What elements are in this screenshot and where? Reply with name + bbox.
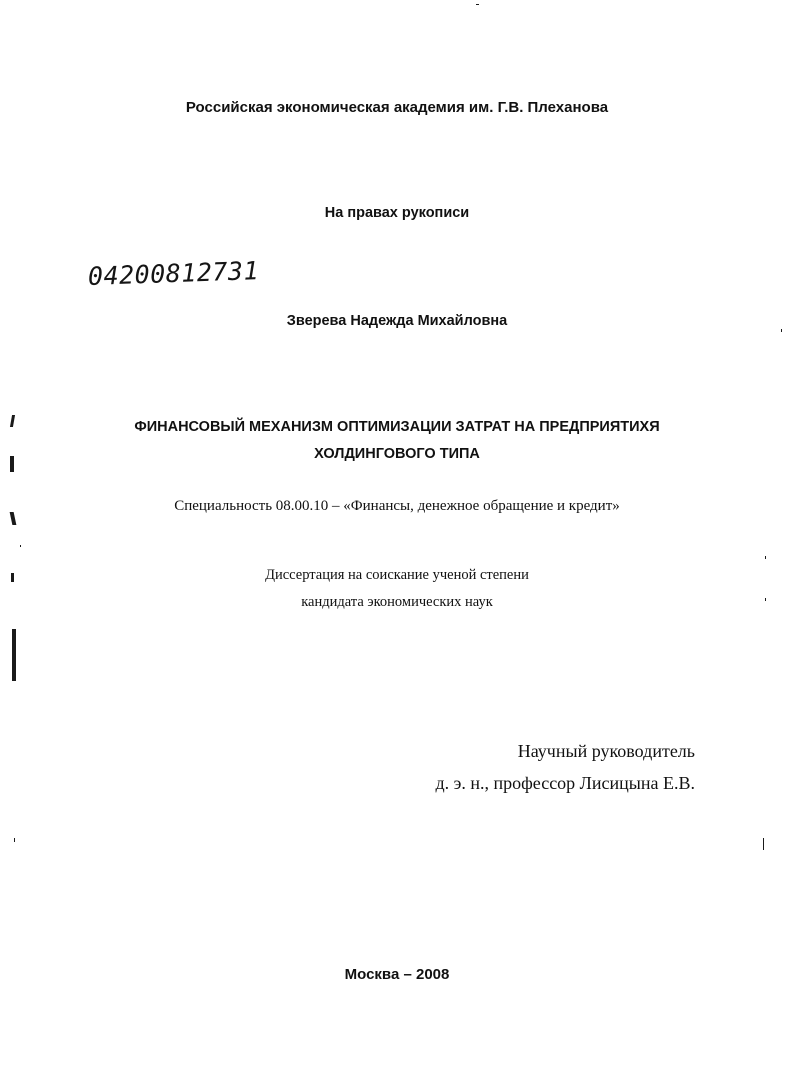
institution-name: Российская экономическая академия им. Г.В. Плеханова — [185, 99, 609, 116]
handwritten-registration-number: 04200812731 — [87, 256, 260, 291]
scan-artifact — [20, 545, 21, 547]
dissertation-title-line-1: ФИНАНСОВЫЙ МЕХАНИЗМ ОПТИМИЗАЦИИ ЗАТРАТ НА ПРЕДПРИЯТИХЯ — [134, 419, 660, 435]
scan-artifact — [763, 838, 764, 850]
scan-artifact — [765, 598, 766, 601]
speciality-line: Специальность 08.00.10 – «Финансы, денежное обращение и кредит» — [174, 498, 620, 514]
scan-artifact — [476, 4, 479, 5]
scan-artifact — [11, 573, 14, 582]
manuscript-note: На правах рукописи — [324, 205, 470, 221]
dissertation-title-line-2: ХОЛДИНГОВОГО ТИПА — [314, 446, 480, 462]
scan-artifact — [14, 838, 15, 842]
scan-artifact — [10, 456, 14, 472]
city-year: Москва – 2008 — [344, 966, 450, 983]
supervisor-role: Научный руководитель — [517, 741, 695, 761]
degree-line-1: Диссертация на соискание ученой степени — [265, 567, 529, 583]
scan-artifact — [12, 629, 16, 681]
author-name: Зверева Надежда Михайловна — [286, 313, 508, 329]
supervisor-name: д. э. н., профессор Лисицына Е.В. — [435, 773, 695, 793]
scan-artifact — [781, 329, 782, 332]
degree-line-2: кандидата экономических наук — [301, 594, 493, 610]
scan-artifact — [765, 556, 766, 559]
